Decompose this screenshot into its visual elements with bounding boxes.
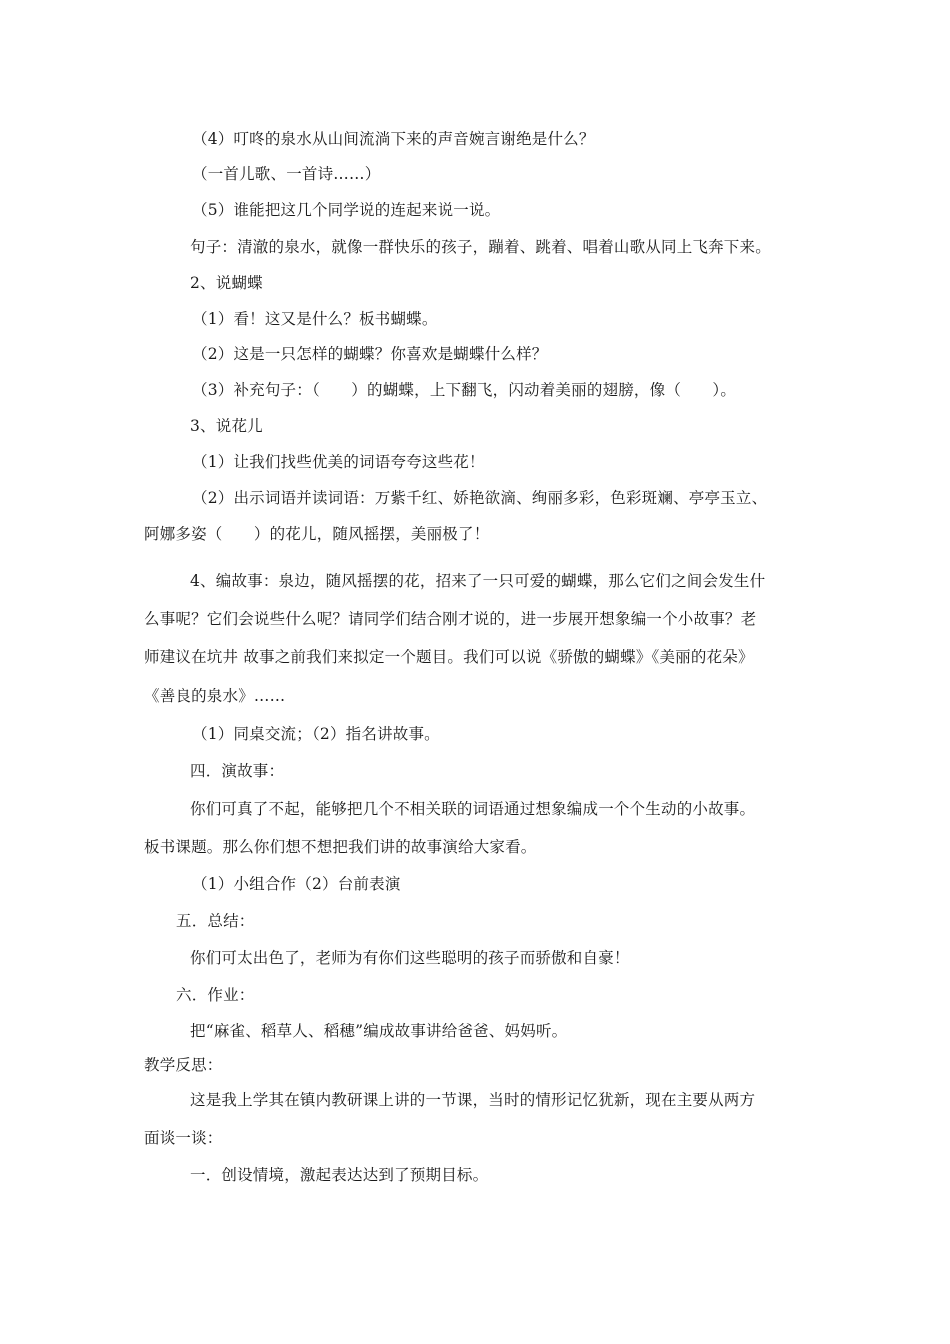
text-line: 把“麻雀、稻草人、稻穗”编成故事讲给爸爸、妈妈听。 <box>190 1022 568 1040</box>
section-heading: 2、说蝴蝶 <box>190 274 263 292</box>
text-line: 你们可真了不起，能够把几个不相关联的词语通过想象编成一个个生动的小故事。 <box>190 800 756 818</box>
text-line: （一首儿歌、一首诗……） <box>192 165 381 183</box>
text-line: （3）补充句子：（ ）的蝴蝶，上下翻飞，闪动着美丽的翅膀，像（ ）。 <box>192 381 737 399</box>
text-line: 面谈一谈： <box>144 1129 223 1147</box>
text-line: 么事呢？它们会说些什么呢？请同学们结合刚才说的，进一步展开想象编一个小故事？老 <box>144 610 757 628</box>
section-heading: 3、说花儿 <box>190 417 263 435</box>
text-line: （1）让我们找些优美的词语夸夸这些花！ <box>192 453 485 471</box>
text-line: 这是我上学其在镇内教研课上讲的一节课，当时的情形记忆犹新，现在主要从两方 <box>190 1091 756 1109</box>
text-line: 句子：清澈的泉水，就像一群快乐的孩子，蹦着、跳着、唱着山歌从同上飞奔下来。 <box>190 238 771 256</box>
text-line: （2）出示词语并读词语：万紫千红、娇艳欲滴、绚丽多彩，色彩斑斓、亭亭玉立、 <box>192 489 768 507</box>
text-line: （5）谁能把这几个同学说的连起来说一说。 <box>192 201 501 219</box>
section-heading: 六．作业： <box>176 986 255 1004</box>
text-line: 阿娜多姿（ ）的花儿，随风摇摆，美丽极了！ <box>144 525 490 543</box>
text-line: 《善良的泉水》…… <box>144 687 286 705</box>
text-line: （1）看！这又是什么？板书蝴蝶。 <box>192 310 438 328</box>
text-line: 你们可太出色了，老师为有你们这些聪明的孩子而骄傲和自豪！ <box>190 949 630 967</box>
text-line: （1）同桌交流；（2）指名讲故事。 <box>192 725 440 743</box>
text-line: 板书课题。那么你们想不想把我们讲的故事演给大家看。 <box>144 838 537 856</box>
text-line: 师建议在坑井 故事之前我们来拟定一个题目。我们可以说《骄傲的蝴蝶》《美丽的花朵》 <box>144 648 754 666</box>
text-line: （4）叮咚的泉水从山间流淌下来的声音婉言谢绝是什么？ <box>192 130 595 148</box>
text-line: 一．创设情境，激起表达达到了预期目标。 <box>190 1166 489 1184</box>
text-line: （1）小组合作（2）台前表演 <box>192 875 401 893</box>
section-heading: 四．演故事： <box>190 762 285 780</box>
text-line: （2）这是一只怎样的蝴蝶？你喜欢是蝴蝶什么样？ <box>192 345 548 363</box>
section-heading: 教学反思： <box>144 1056 223 1074</box>
text-line: 4、编故事：泉边，随风摇摆的花，招来了一只可爱的蝴蝶，那么它们之间会发生什 <box>190 572 766 590</box>
section-heading: 五．总结： <box>176 912 255 930</box>
